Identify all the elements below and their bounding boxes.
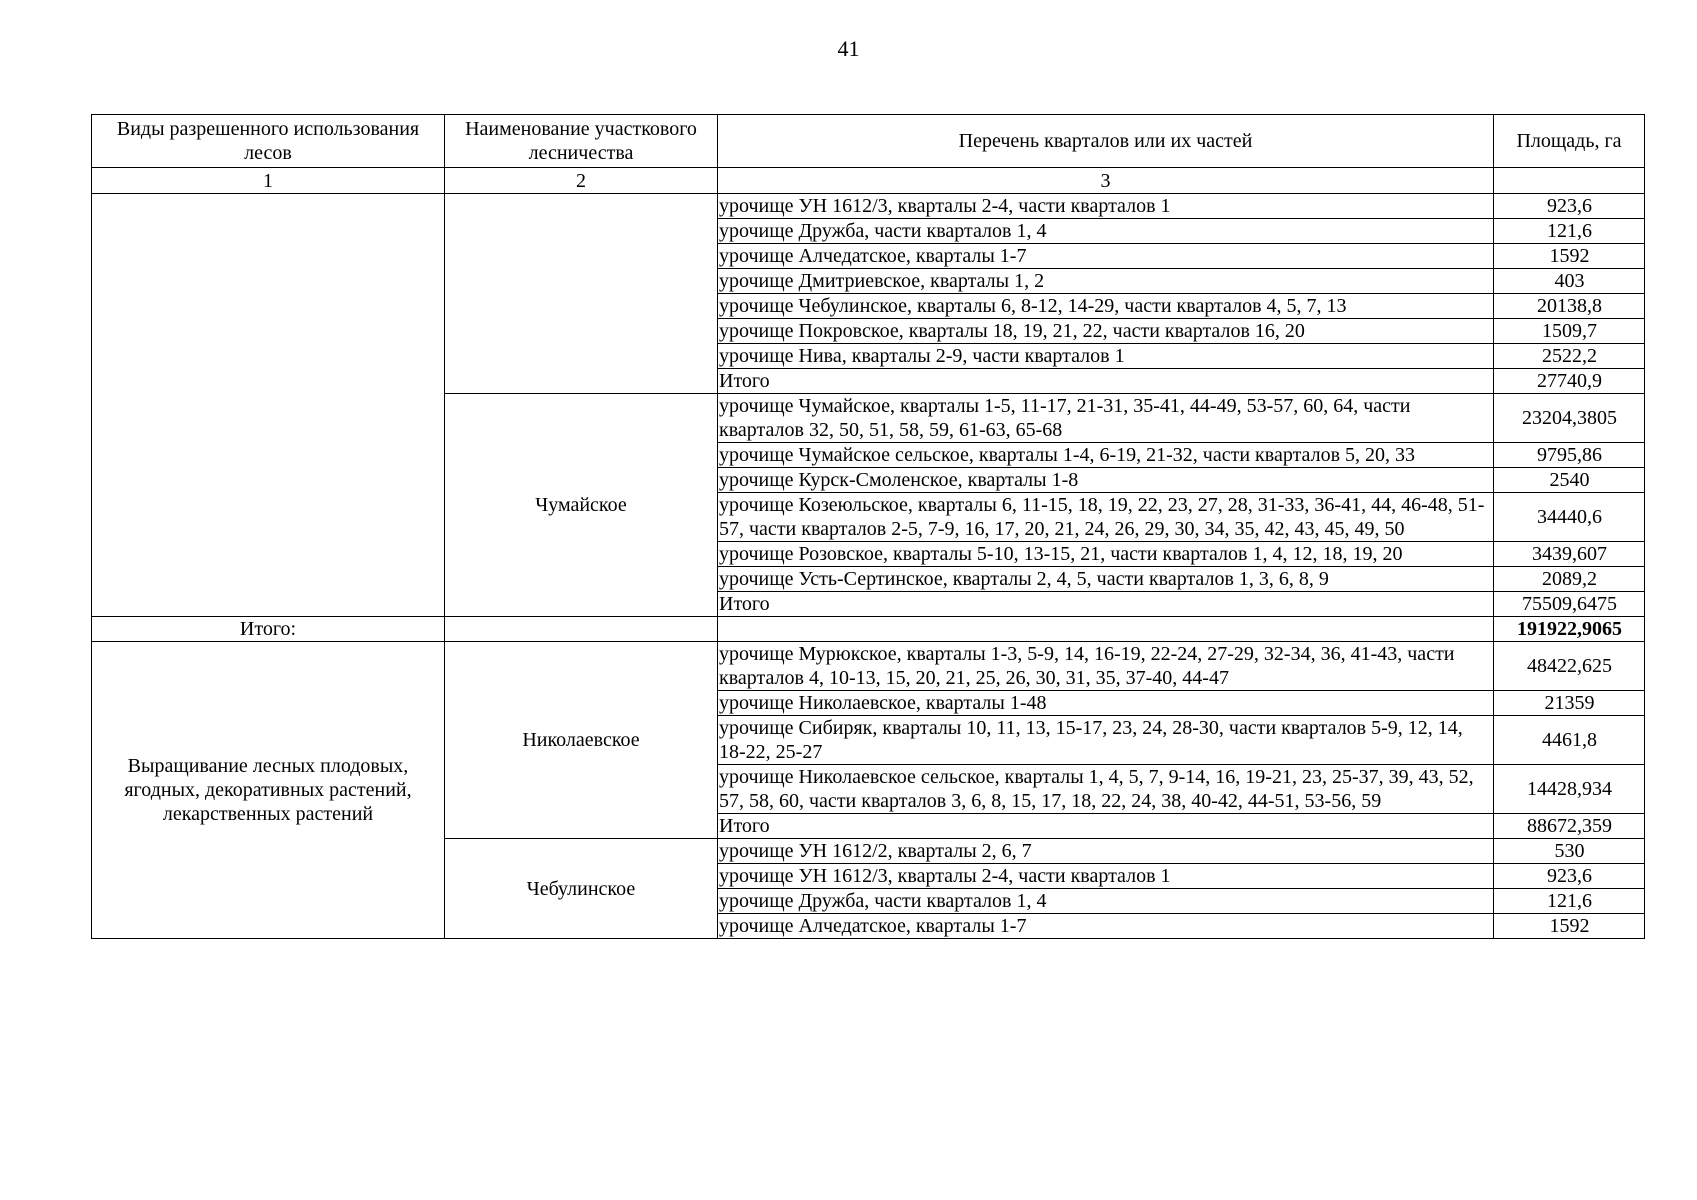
- column-number-1: 1: [92, 168, 445, 194]
- area-cell: 1592: [1494, 914, 1645, 939]
- page-number: 41: [837, 36, 860, 61]
- area-cell: 20138,8: [1494, 294, 1645, 319]
- area-cell: 1509,7: [1494, 319, 1645, 344]
- quarters-cell: урочище УН 1612/2, кварталы 2, 6, 7: [718, 839, 1494, 864]
- quarters-cell: урочище Покровское, кварталы 18, 19, 21, 22, части кварталов 16, 20: [718, 319, 1494, 344]
- area-cell: 48422,625: [1494, 642, 1645, 691]
- quarters-cell: урочище Чумайское, кварталы 1-5, 11-17, 21-31, 35-41, 44-49, 53-57, 60, 64, части кварталов 32, 50, 51, 58, 59, 61-63, 65-68: [718, 394, 1494, 443]
- header-row: [92, 115, 1645, 168]
- area-cell: 23204,3805: [1494, 394, 1645, 443]
- use-type-cell: [92, 194, 445, 617]
- column-number-2: 2: [445, 168, 718, 194]
- subtotal-area: 75509,6475: [1494, 592, 1645, 617]
- table-row: [92, 194, 1645, 219]
- quarters-cell: урочище Сибиряк, кварталы 10, 11, 13, 15-17, 23, 24, 28-30, части кварталов 5-9, 12, 14, 18-22, 25-27: [718, 716, 1494, 765]
- area-cell: 2522,2: [1494, 344, 1645, 369]
- total-empty-cell: [718, 617, 1494, 642]
- header-use-type: Виды разрешенного использования лесов: [92, 115, 445, 168]
- subtotal-label: Итого: [718, 592, 1494, 617]
- quarters-cell: урочище Николаевское, кварталы 1-48: [718, 691, 1494, 716]
- area-cell: 923,6: [1494, 864, 1645, 889]
- forestry-name-cell: Николаевское: [445, 642, 718, 839]
- total-row: [92, 617, 1645, 642]
- total-area: 191922,9065: [1494, 617, 1645, 642]
- quarters-cell: урочище Мурюкское, кварталы 1-3, 5-9, 14, 16-19, 22-24, 27-29, 32-34, 36, 41-43, части кварталов 4, 10-13, 15, 20, 21, 25, 26, 30, 31, 35, 37-40, 44-47: [718, 642, 1494, 691]
- quarters-cell: урочище Козеюльское, кварталы 6, 11-15, 18, 19, 22, 23, 27, 28, 31-33, 36-41, 44, 46-48, 51-57, части кварталов 2-5, 7-9, 16, 17, 20, 21, 24, 26, 29, 30, 34, 35, 42, 43, 45, 49, 50: [718, 493, 1494, 542]
- area-cell: 9795,86: [1494, 443, 1645, 468]
- column-number-row: [92, 168, 1645, 194]
- subtotal-area: 88672,359: [1494, 814, 1645, 839]
- total-label: Итого:: [92, 617, 445, 642]
- forestry-name-cell: Чумайское: [445, 394, 718, 617]
- area-cell: 121,6: [1494, 219, 1645, 244]
- area-cell: 21359: [1494, 691, 1645, 716]
- header-area: Площадь, га: [1494, 115, 1645, 168]
- quarters-cell: урочище Курск-Смоленское, кварталы 1-8: [718, 468, 1494, 493]
- area-cell: 3439,607: [1494, 542, 1645, 567]
- area-cell: 14428,934: [1494, 765, 1645, 814]
- area-cell: 2089,2: [1494, 567, 1645, 592]
- quarters-cell: урочище Николаевское сельское, кварталы 1, 4, 5, 7, 9-14, 16, 19-21, 23, 25-37, 39, 43, 52, 57, 58, 60, части кварталов 3, 6, 8, 15, 17, 18, 22, 24, 38, 40-42, 44-51, 53-56, 59: [718, 765, 1494, 814]
- area-cell: 4461,8: [1494, 716, 1645, 765]
- quarters-cell: урочище УН 1612/3, кварталы 2-4, части кварталов 1: [718, 194, 1494, 219]
- area-cell: 403: [1494, 269, 1645, 294]
- quarters-cell: урочище Алчедатское, кварталы 1-7: [718, 914, 1494, 939]
- forestry-name-cell: [445, 194, 718, 394]
- area-cell: 530: [1494, 839, 1645, 864]
- quarters-cell: урочище Розовское, кварталы 5-10, 13-15, 21, части кварталов 1, 4, 12, 18, 19, 20: [718, 542, 1494, 567]
- header-forestry-name: Наименование участкового лесничества: [445, 115, 718, 168]
- table-row: [92, 642, 1645, 691]
- quarters-cell: урочище Нива, кварталы 2-9, части кварталов 1: [718, 344, 1494, 369]
- forest-use-table: [91, 114, 1645, 939]
- quarters-cell: урочище Алчедатское, кварталы 1-7: [718, 244, 1494, 269]
- quarters-cell: урочище УН 1612/3, кварталы 2-4, части кварталов 1: [718, 864, 1494, 889]
- column-number-3: 3: [718, 168, 1494, 194]
- quarters-cell: урочище Чебулинское, кварталы 6, 8-12, 14-29, части кварталов 4, 5, 7, 13: [718, 294, 1494, 319]
- total-empty-cell: [445, 617, 718, 642]
- area-cell: 2540: [1494, 468, 1645, 493]
- area-cell: 34440,6: [1494, 493, 1645, 542]
- column-number-4: [1494, 168, 1645, 194]
- quarters-cell: урочище Чумайское сельское, кварталы 1-4, 6-19, 21-32, части кварталов 5, 20, 33: [718, 443, 1494, 468]
- area-cell: 121,6: [1494, 889, 1645, 914]
- forestry-name-cell: Чебулинское: [445, 839, 718, 939]
- subtotal-label: Итого: [718, 369, 1494, 394]
- quarters-cell: урочище Дмитриевское, кварталы 1, 2: [718, 269, 1494, 294]
- quarters-cell: урочище Дружба, части кварталов 1, 4: [718, 889, 1494, 914]
- area-cell: 1592: [1494, 244, 1645, 269]
- quarters-cell: урочище Дружба, части кварталов 1, 4: [718, 219, 1494, 244]
- use-type-cell: Выращивание лесных плодовых, ягодных, декоративных растений, лекарственных растений: [92, 642, 445, 939]
- subtotal-area: 27740,9: [1494, 369, 1645, 394]
- quarters-cell: урочище Усть-Сертинское, кварталы 2, 4, 5, части кварталов 1, 3, 6, 8, 9: [718, 567, 1494, 592]
- area-cell: 923,6: [1494, 194, 1645, 219]
- subtotal-label: Итого: [718, 814, 1494, 839]
- header-quarters-list: Перечень кварталов или их частей: [718, 115, 1494, 168]
